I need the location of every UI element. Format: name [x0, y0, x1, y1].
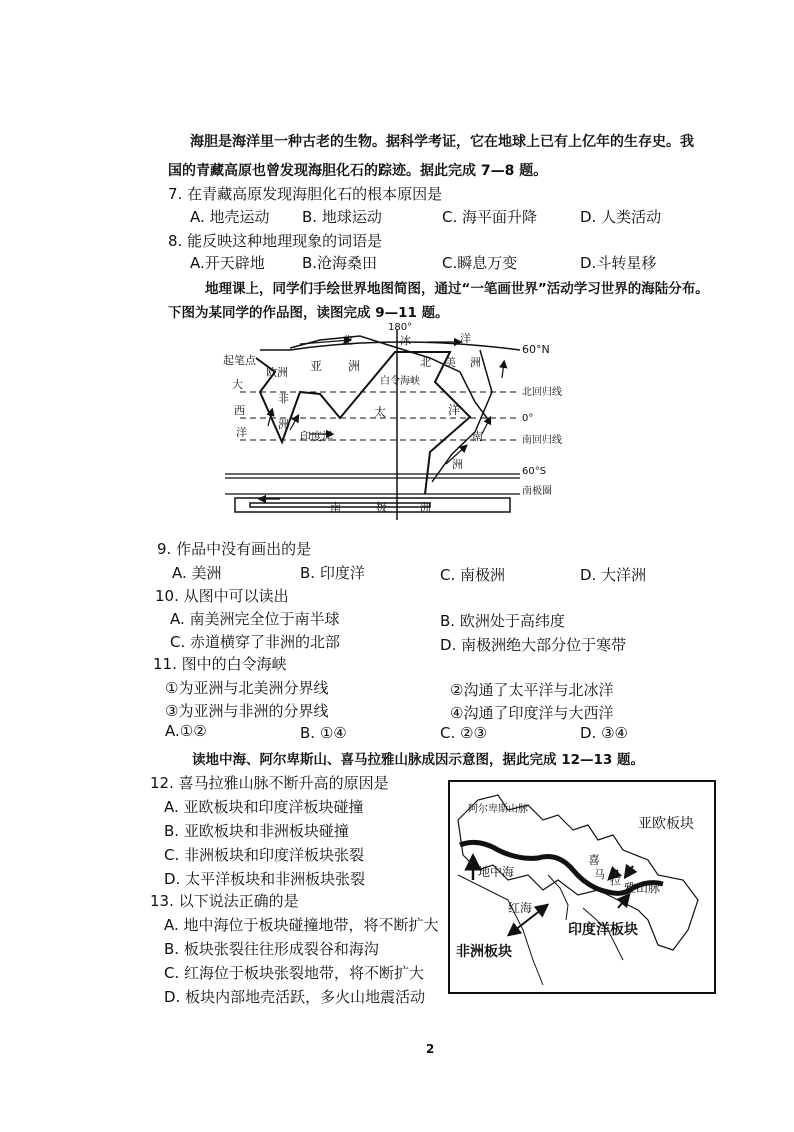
q11-option-d[interactable]: D. ③④: [580, 724, 628, 742]
q8-stem: 8. 能反映这种地理现象的词语是: [168, 232, 383, 250]
q11-statement-3: ③为亚洲与非洲的分界线: [165, 702, 329, 720]
label-asia-2: 洲: [348, 359, 361, 373]
antarctica-shape: [235, 498, 510, 512]
q13-option-c[interactable]: C. 红海位于板块张裂地带，将不断扩大: [164, 964, 425, 982]
label-alps: 阿尔卑斯山脉: [468, 804, 528, 815]
label-arctic-2: 冰: [400, 334, 411, 347]
passage-9-11-line1: 地理课上，同学们手绘世界地图简图，通过“一笔画世界”活动学习世界的海陆分布。: [205, 281, 709, 297]
q8-option-c[interactable]: C.瞬息万变: [442, 254, 518, 272]
q11-option-a[interactable]: A.①②: [165, 722, 207, 740]
q13-option-b[interactable]: B. 板块张裂往往形成裂谷和海沟: [164, 940, 379, 958]
q12-stem: 12. 喜马拉雅山脉不断升高的原因是: [150, 774, 389, 792]
q11-statement-4: ④沟通了印度洋与大西洋: [450, 704, 614, 722]
label-african-plate: 非洲板块: [456, 944, 512, 960]
label-antarctica-3: 洲: [420, 501, 431, 514]
q10-stem: 10. 从图中可以读出: [155, 587, 289, 605]
q10-option-d[interactable]: D. 南极洲绝大部分位于寒带: [440, 636, 627, 654]
label-asia-1: 亚: [310, 359, 323, 373]
q7-option-a[interactable]: A. 地壳运动: [190, 208, 270, 226]
label-himalaya-2: 马: [594, 868, 605, 881]
q7-option-b[interactable]: B. 地球运动: [302, 208, 382, 226]
label-start-point: 起笔点: [223, 354, 256, 367]
label-antarctic-circle: 南极圈: [522, 486, 552, 497]
q11-option-c[interactable]: C. ②③: [440, 724, 487, 742]
label-africa-1: 非: [278, 392, 289, 405]
q13-option-d[interactable]: D. 板块内部地壳活跃，多火山地震活动: [164, 988, 426, 1006]
plate-boundary-map: [448, 780, 716, 994]
q9-option-b[interactable]: B. 印度洋: [300, 564, 365, 582]
label-60n: 60°N: [522, 343, 550, 356]
q12-option-c[interactable]: C. 非洲板块和印度洋板块张裂: [164, 846, 365, 864]
label-sa-1: 南: [472, 430, 483, 443]
label-atlantic-3: 洋: [236, 426, 247, 439]
label-na-2: 美: [445, 356, 456, 369]
q12-option-b[interactable]: B. 亚欧板块和非洲板块碰撞: [164, 822, 349, 840]
q12-option-d[interactable]: D. 太平洋板块和非洲板块张裂: [164, 870, 366, 888]
q11-statement-2: ②沟通了太平洋与北冰洋: [450, 681, 614, 699]
label-himalaya-4: 雅山脉: [624, 881, 661, 895]
q11-option-b[interactable]: B. ①④: [300, 724, 347, 742]
label-africa-2: 洲: [278, 418, 289, 431]
passage-12-13: 读地中海、阿尔卑斯山、喜马拉雅山脉成因示意图，据此完成 12—13 题。: [192, 752, 644, 768]
label-europe: 欧洲: [266, 366, 288, 379]
passage-9-11-line2: 下图为某同学的作品图，读图完成 9—11 题。: [168, 305, 449, 321]
label-equator: 0°: [522, 413, 534, 424]
q8-option-d[interactable]: D.斗转星移: [580, 254, 657, 272]
q10-option-a[interactable]: A. 南美洲完全位于南半球: [170, 610, 340, 628]
q12-option-a[interactable]: A. 亚欧板块和印度洋板块碰撞: [164, 798, 364, 816]
label-indian-ocean: 印度洋: [300, 430, 333, 443]
label-60s: 60°S: [522, 466, 547, 477]
label-himalaya-3: 拉: [610, 874, 621, 887]
label-180: 180°: [388, 322, 413, 333]
label-atlantic-1: 大: [232, 378, 243, 391]
world-sketch-map: [220, 322, 580, 522]
label-himalaya-1: 喜: [588, 853, 601, 867]
passage-7-8-line2: 国的青藏高原也曾发现海胆化石的踪迹。据此完成 7—8 题。: [168, 163, 548, 179]
label-pacific-2: 洋: [448, 403, 461, 417]
q10-option-c[interactable]: C. 赤道横穿了非洲的北部: [170, 633, 341, 651]
q9-option-c[interactable]: C. 南极洲: [440, 566, 506, 584]
label-antarctica-1: 南: [330, 501, 341, 514]
q13-stem: 13. 以下说法正确的是: [150, 892, 299, 910]
label-arctic-1: 北: [342, 334, 353, 347]
label-bering-strait: 白令海峡: [380, 376, 420, 387]
label-na-1: 北: [420, 356, 431, 369]
passage-7-8-line1: 海胆是海洋里一种古老的生物。据科学考证，它在地球上已有上亿年的生存史。我: [190, 134, 694, 150]
label-pacific-1: 太: [374, 405, 387, 419]
q11-statement-1: ①为亚洲与北美洲分界线: [165, 679, 329, 697]
label-na-3: 洲: [470, 356, 481, 369]
label-red-sea: 红海: [508, 901, 533, 915]
label-mediterranean: 地中海: [478, 865, 515, 879]
q9-option-a[interactable]: A. 美洲: [172, 564, 222, 582]
page-number: 2: [426, 1042, 435, 1056]
q11-stem: 11. 图中的白令海峡: [153, 655, 287, 673]
label-antarctica-2: 极: [376, 501, 387, 514]
label-tropic-n: 北回归线: [522, 387, 562, 398]
q9-stem: 9. 作品中没有画出的是: [157, 540, 312, 558]
q7-option-c[interactable]: C. 海平面升降: [442, 208, 538, 226]
q8-option-a[interactable]: A.开天辟地: [190, 254, 265, 272]
q13-option-a[interactable]: A. 地中海位于板块碰撞地带，将不断扩大: [164, 916, 439, 934]
q8-option-b[interactable]: B.沧海桑田: [302, 254, 378, 272]
label-arctic-3: 洋: [460, 332, 471, 345]
label-indian-plate: 印度洋板块: [568, 922, 638, 938]
q9-option-d[interactable]: D. 大洋洲: [580, 566, 647, 584]
label-eurasian-plate: 亚欧板块: [638, 816, 694, 832]
q10-option-b[interactable]: B. 欧洲处于高纬度: [440, 612, 565, 630]
label-atlantic-2: 西: [234, 404, 245, 417]
q7-stem: 7. 在青藏高原发现海胆化石的根本原因是: [168, 185, 443, 203]
label-tropic-s: 南回归线: [522, 435, 562, 446]
label-sa-2: 洲: [452, 458, 463, 471]
q7-option-d[interactable]: D. 人类活动: [580, 208, 662, 226]
